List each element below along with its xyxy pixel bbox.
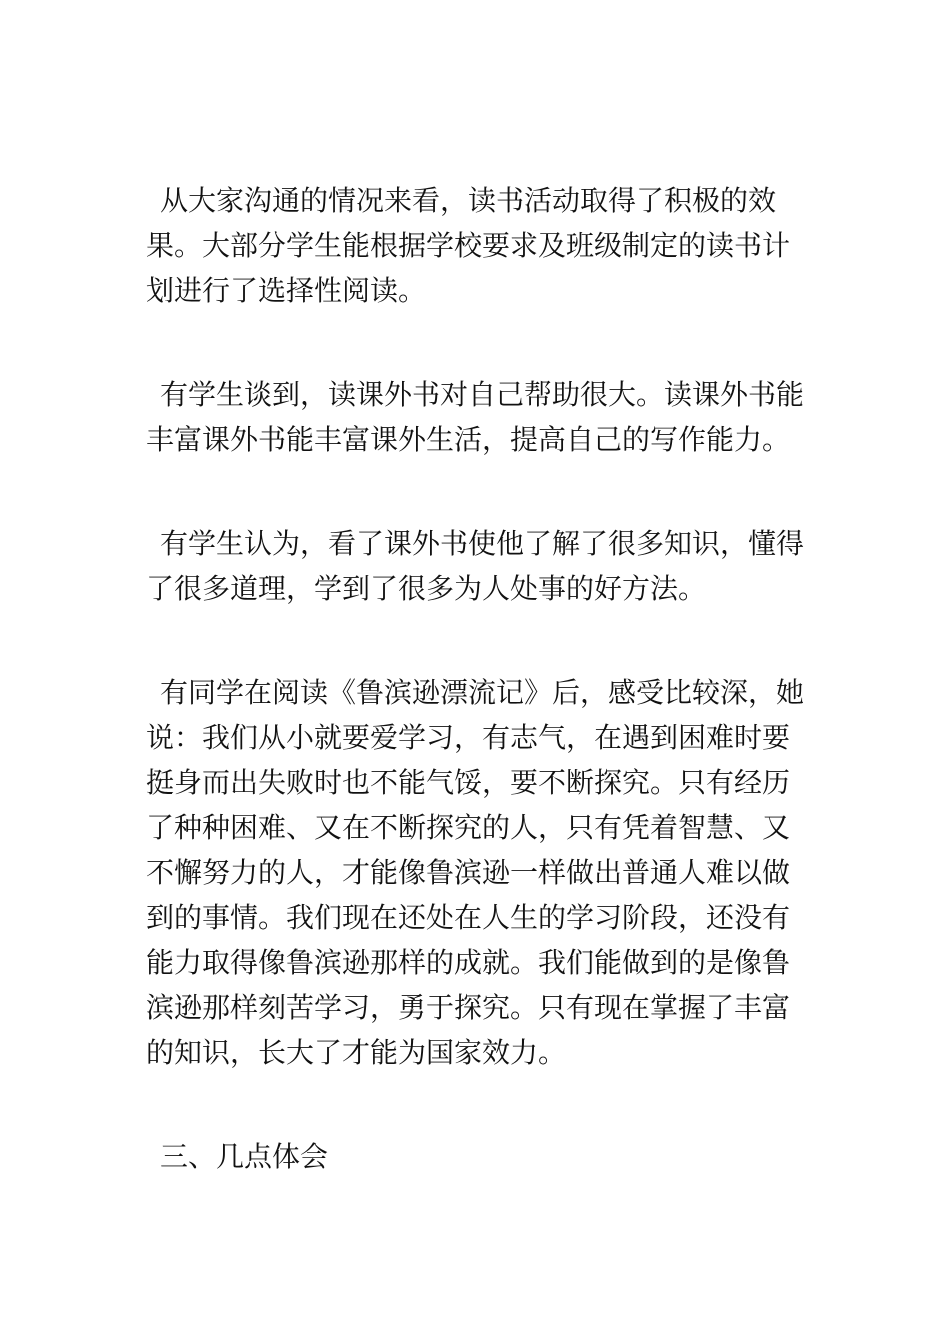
- paragraph-reading-effects: 从大家沟通的情况来看，读书活动取得了积极的效果。大部分学生能根据学校要求及班级制定的读书计划进行了选择性阅读。: [146, 184, 791, 307]
- paragraph-extracurricular-help: 有学生谈到，读课外书对自己帮助很大。读课外书能丰富课外书能丰富课外生活，提高自己的写作能力。: [146, 378, 805, 456]
- document-body: [146, 178, 810, 1179]
- paragraph-knowledge-gained: 有学生认为，看了课外书使他了解了很多知识，懂得了很多道理，学到了很多为人处事的好方法。: [146, 527, 805, 605]
- paragraph-robinson-crusoe: 有同学在阅读《鲁滨逊漂流记》后，感受比较深，她说：我们从小就要爱学习，有志气，在遇到困难时要挺身而出失败时也不能气馁，要不断探究。只有经历了种种困难、又在不断探究的人，只有凭着智慧、又不懈努力的人，才能像鲁滨逊一样做出普通人难以做到的事情。我们现在还处在人生的学习阶段，还没有能力取得像鲁滨逊那样的成就。我们能做到的是像鲁滨逊那样刻苦学习，勇于探究。只有现在掌握了丰富的知识，长大了才能为国家效力。: [146, 676, 805, 1069]
- section-heading: 三、几点体会: [160, 1140, 329, 1173]
